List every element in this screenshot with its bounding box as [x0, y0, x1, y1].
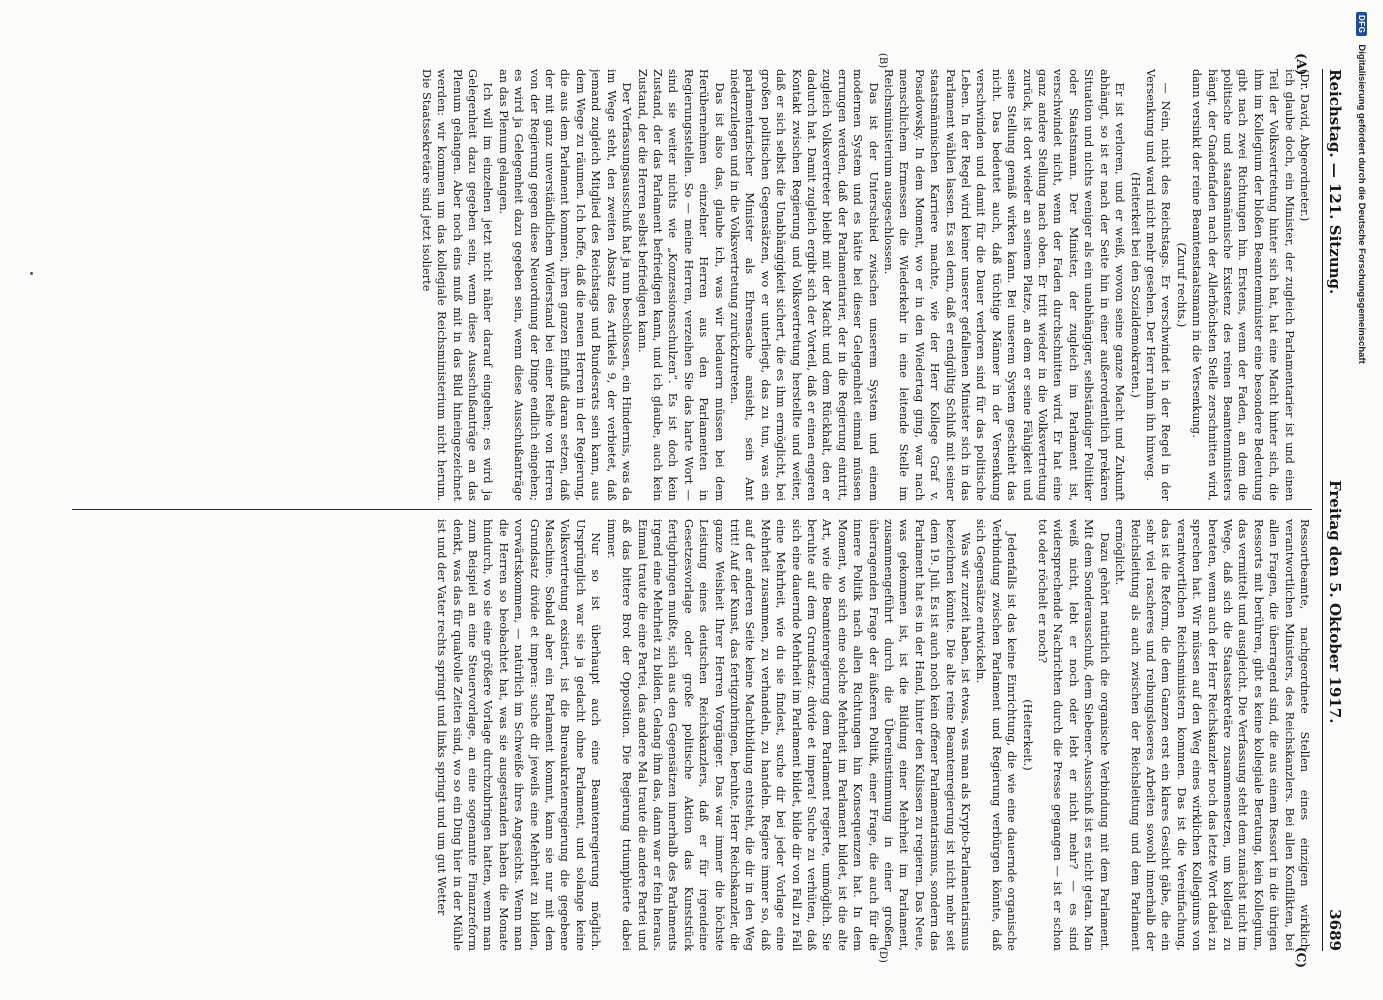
paragraph: Ich will im einzelnen jetzt nicht näher darauf eingehen; es wird ja Gelegenheit dazu gegeben sein, wenn diese Ausschußanträge an das Plenum gelangen. Aber noch eins muß mit in das Bild hineingezeichnet werden: wir kommen um das kollegiale Reichsministerium nicht herum. Die Staatssekretäre sind jetzt isolierte	[419, 69, 495, 501]
paragraph: Nur so ist überhaupt auch eine Beamtenregierung möglich. Ursprünglich war sie ja gedacht ohne Parlament, und solange keine Volksvertretung existiert, ist die Bureaukratenregierung die gegebene Maschine. Sobald aber ein Parlament kommt, kann sie nur mit dem Grundsatz divide et impera: suche dir jeweils eine Mehrheit zu bilden, vorwärtskommen, — natürlich im Schweiße ihres Angesichts. Wenn man die Herren so beobachtet hat, was sie ausgestanden haben die Monate hindurch, wo sie eine größere Vorlage durchzubringen hatten, wenn man zum Beispiel an eine Steuervorlage, an eine sogenannte Finanzreform denkt, was das für qualvolle Zeiten sind, wo so ein Ding hier in der Mühle ist und der Vater rechts springt und links springt und um gut Wetter	[435, 519, 603, 951]
paragraph: — Nein, nicht des Reichstags. Er verschwindet in der Regel in der Versenkung und ward nicht mehr gesehen. Der Herr nahm ihn hinweg.	[1143, 69, 1173, 501]
paragraph: Was wir zurzeit haben, ist etwas, was man als Krypto-Parlamentarismus bezeichnen könnte. Die alte reine Beamtenregierung ist nicht mehr seit dem 19. Juli. Es ist auch noch kein offener Parlamentarismus, sondern das Parlament hat es in der Hand, hinter den Kulissen zu regieren. Das Neue, was gekommen ist, ist die Bildung einer Mehrheit im Parlament, zusammengeführt durch die Übereinstimmung in einer großen, überragenden Frage der äußeren Politik, einer Frage, die auch für die innere Politik nach allen Richtungen hin Konsequenzen hat. In dem Moment, wo sich eine solche Mehrheit im Parlament bildet, ist die alte Art, wie die Beamtenregierung dem Parlament regierte, unmöglich. Sie beruhte auf dem Grundsatz: divide et impera! Suche zu verhüten, daß sich eine dauernde Mehrheit im Parlament bildet, bilde dir von Fall zu Fall eine Mehrheit, wie du sie findest, suche dir bei jeder Vorlage eine Mehrheit zusammen, zu verhandeln, zu handeln. Regiere immer so, daß auf der anderen Seite keine Machtbildung entsteht, die dir in den Weg tritt! Auf der Kunst, das fertigzubringen, beruhte, Herr Reichskanzler, die ganze Weisheit Ihrer Herren Vorgänger. Das war immer die höchste Leistung eines deutschen Reichskanzlers, daß er für irgendeine Gesetzesvorlage oder große politische Aktion das Kunststück fertigbringen mußte, sich aus den Gegensätzen innerhalb des Parlaments irgend eine Mehrheit zu bilden. Gelang ihm das, dann war er fein heraus. Einmal traute die eine Partei, das andere Mal traute die andere Partei und aß das bittere Brot der Opposition. Die Regierung triumphierte dabei immer.	[604, 519, 973, 951]
paragraph: Das ist der Unterschied zwischen unserem System und einem modernen System und es hätte bei dieser Gelegenheit einmal müssen errungen werden, daß der Parlamentarier, der in die Regierung eintritt, zugleich Volksvertreter bleibt mit der Macht und dem Rückhalt, den er dadurch hat. Damit zugleich ergibt sich der Vorteil, daß er einen engeren Kontakt zwischen Regierung und Volksvertretung herstellte und weiter, daß er sich selbst die Unabhängigkeit sichert, die es ihm ermöglicht, bei großen politischen Gegensätzen, wo er unterliegt, das zu tun, was ein parlamentarischer Minister als Ehrensache ansieht, sein Amt niederzulegen und in die Volksvertretung zurückzutreten.	[727, 69, 880, 501]
paragraph: (Heiterkeit bei den Sozialdemokraten.)	[1128, 172, 1142, 398]
dfg-logo: DFG	[1356, 12, 1367, 36]
paragraph: Dazu gehört natürlich die organische Verbindung mit dem Parlament. Mit dem Sonderausschuß, dem Siebener-Ausschuß ist es nicht getan. Man weiß nicht, lebt er noch oder lebt er nicht mehr? — es sind widersprechende Nachrichten durch die Presse gegangen — ist er schon tot oder röchelt er noch?	[1036, 519, 1111, 951]
column-divider	[72, 509, 1312, 510]
right-text-column	[72, 519, 1312, 951]
scan-speck	[30, 272, 33, 275]
newspaper-sheet	[58, 53, 1348, 968]
paragraph: (Heiterkeit.)	[1020, 699, 1034, 771]
paragraph: Jedenfalls ist das keine Einrichtung, die wie eine dauernde organische Verbindung zwischen Parlament und Regierung verbürgen könnte, daß sich Gegensätze entwickeln.	[974, 519, 1019, 951]
paragraph: Ressortbeamte, nachgeordnete Stellen eines einzigen wirklich verantwortlichen Ministers, des Reichskanzlers. Bei allen Konflikten, bei allen Fragen, die überragend sind, die aus einem Ressort in die übrigen Ressorts mit berühren, gibt es keine kollegiale Beratung, kein Kollegium, das vermittelt und ausgleicht. Die Verfassung steht dem zunächst nicht im Wege, daß sich die Staatssekretäre zusammensetzen, um kollegial zu beraten, wenn auch der Herr Reichskanzler noch das letzte Wort dabei zu sprechen hat. Wir müssen auf den Weg eines wirklichen Kollegiums von verantwortlichen Reichsministern kommen. Das ist die Vereinfachung, das ist die Reform, die dem Ganzen erst ein klares Gesicht gäbe, die ein sehr viel rascheres und reibungsloseres Arbeiten sowohl innerhalb der Reichsleitung als auch zwischen der Reichsleitung und dem Parlament ermöglicht.	[1113, 519, 1311, 951]
paragraph: Der Verfassungsausschuß hat ja nun beschlossen, ein Hindernis, was da im Wege steht, den zweiten Absatz des Artikels 9, der verbietet, daß jemand zugleich Mitglied des Reichstags und Bundesrats sein kann, aus dem Wege zu räumen. Ich hoffe, daß die neuen Herren in der Regierung, die aus dem Parlament kommen, ihren ganzen Einfluß daran setzen, daß der mit ganz unverständlichem Widerstand bei einer Reihe von Herren von der Regierung gegen diese Neuordnung der Dinge endlich eingehen; es wird ja Gelegenheit dazu gegeben sein, wenn diese Ausschußanträge an das Plenum gelangen.	[496, 69, 634, 501]
page-header	[1322, 69, 1348, 951]
margin-marker-d: (D)	[877, 947, 888, 963]
digitization-credit	[1358, 12, 1376, 972]
margin-marker-b: (B)	[877, 53, 888, 69]
paragraph: Das ist also das, glaube ich, was wir bedauern müssen bei dem Herübernehmen einzelner Herren aus den Parlamenten in Regierungsstellen. So — meine Herren, verzeihen Sie das harte Wort — sind sie weiter nichts wie „Konzessionsschulzen“. Es ist doch kein Zustand, der das Parlament befriedigen kann, und ich glaube, auch kein Zustand, der die Herren selbst befriedigen kann.	[635, 69, 726, 501]
rotated-document	[58, 53, 1348, 968]
paragraph: Er ist verloren, und er weiß, wovon seine ganze Macht und Zukunft abhängt, so ist er nach der Seite hin in einer außerordentlich prekären Situation und nichts weniger als ein unabhängiger, selbständiger Politiker oder Staatsmann. Der Minister, der zugleich im Parlament ist, verschwindet nicht, wenn der Faden durchschnitten wird. Er hat eine ganz andere Stellung nach oben. Er tritt wieder in die Volksvertretung zurück, ist dort wieder an seinem Platze, an dem er seine Fähigkeit und seine Stellung gemäß wirken kann. Bei unserem System geschieht das nicht. Das bedeutet auch, daß tüchtige Männer in der Versenkung verschwinden und damit für die Dauer verloren sind für das politische Leben. In der Regel wird keiner unserer gefallenen Minister sich in das Parlament wählen lassen. Es sei denn, daß er endgültig Schluß mit seiner staatsmännischen Karriere machte, wie der Herr Kollege Graf v. Posadowsky. In dem Moment, wo er in den Wiedertag ging, war nach menschlichem Ermessen die Wiederkehr in eine leitende Stelle im Reichsministerium ausgeschlossen.	[882, 69, 1127, 501]
header-date: Freitag den 5. Oktober 1917.	[1326, 480, 1344, 724]
left-text-column	[72, 69, 1312, 501]
header-page-number: 3689	[1326, 909, 1344, 951]
credit-text: Digitalisierung gefördert durch die Deutsche Forschungsgemeinschaft	[1356, 44, 1367, 364]
margin-marker-c: (C)	[1294, 947, 1308, 968]
paragraph: (Zuruf rechts.)	[1174, 242, 1188, 328]
paragraph: ich glaube doch, ein Minister, der zugleich Parlamentarier ist und einen Teil der Volksvertretung hinter sich hat, hat eine Macht hinter sich, die ihm im Kollegium der bloßen Beamtenminister eine besondere Bedeutung gibt nach zwei Richtungen hin. Erstens, wenn der Faden, an dem die politische und staatsmännische Existenz des reinen Beamtenministers hängt, der Gnadenfaden nach der Allerhöchsten Stelle zerschnitten wird, dann versinkt der reine Beamtenstaatsmann in die Versenkung.	[1190, 69, 1296, 501]
margin-marker-a: (A)	[1293, 53, 1308, 76]
header-session: Reichstag. — 121. Sitzung.	[1326, 69, 1344, 295]
paragraph: (Dr. David, Abgeordneter.)	[1298, 69, 1311, 222]
